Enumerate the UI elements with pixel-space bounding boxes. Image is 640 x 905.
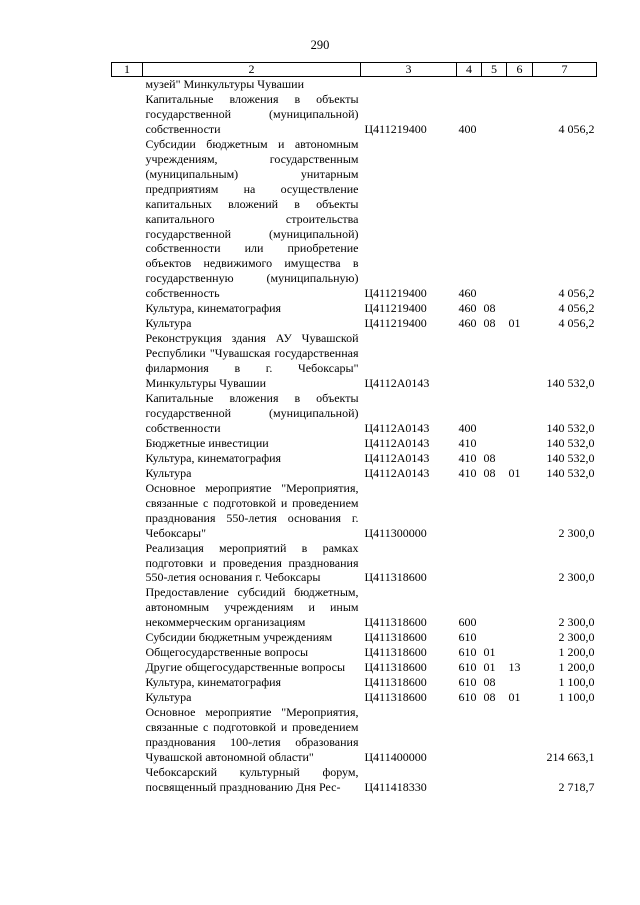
row-number-cell xyxy=(112,765,143,795)
row-subsection-cell xyxy=(507,675,533,690)
row-expense-type-cell: 410 xyxy=(458,465,477,480)
table-row xyxy=(112,645,597,660)
row-code-cell: Ц4112А0143 xyxy=(364,376,430,391)
table-row xyxy=(112,436,597,451)
row-code-cell: Ц4112А0143 xyxy=(364,465,430,480)
row-amount-cell: 2 300,0 xyxy=(558,615,595,630)
row-subsection-cell xyxy=(507,301,533,316)
row-subsection-cell: 01 xyxy=(508,316,521,331)
row-amount-cell: 4 056,2 xyxy=(558,121,595,136)
header-cell: 5 xyxy=(482,63,507,77)
row-amount-cell: 140 532,0 xyxy=(546,376,595,391)
row-section-cell xyxy=(482,436,507,451)
table-row xyxy=(112,301,597,316)
row-code-cell: Ц411219400 xyxy=(364,286,427,301)
row-section-cell xyxy=(482,391,507,436)
row-amount-cell: 4 056,2 xyxy=(558,301,595,316)
row-number-cell xyxy=(112,585,143,630)
row-expense-type-cell xyxy=(457,541,482,586)
row-number-cell xyxy=(112,660,143,675)
table-row xyxy=(112,705,597,765)
row-expense-type-cell: 610 xyxy=(458,675,477,690)
row-number-cell xyxy=(112,466,143,481)
row-section-cell xyxy=(482,92,507,137)
row-amount-cell: 2 300,0 xyxy=(558,630,595,645)
row-expense-type-cell: 460 xyxy=(458,286,477,301)
table-row xyxy=(112,660,597,675)
row-amount-cell: 140 532,0 xyxy=(546,450,595,465)
row-amount-cell: 214 663,1 xyxy=(546,749,595,764)
row-code-cell: Ц4112А0143 xyxy=(364,450,430,465)
row-number-cell xyxy=(112,705,143,765)
row-expense-type-cell: 610 xyxy=(458,660,477,675)
row-expense-type-cell: 400 xyxy=(458,121,477,136)
row-section-cell: 01 xyxy=(483,645,496,660)
row-number-cell xyxy=(112,645,143,660)
row-subsection-cell xyxy=(507,645,533,660)
row-subsection-cell xyxy=(507,391,533,436)
row-number-cell xyxy=(112,451,143,466)
row-subsection-cell xyxy=(507,137,533,301)
row-code-cell: Ц411318600 xyxy=(364,630,427,645)
header-row xyxy=(112,63,597,77)
row-section-cell xyxy=(482,705,507,765)
header-cell: 6 xyxy=(507,63,533,77)
table-row xyxy=(112,765,597,795)
row-name-cell: Субсидии бюджетным и автономным учреждениям, государственным (муниципальным) унитарным предприятиям на осуществление капитальных вложений в объекты капитального строительства государственной (муниципальной) собственности или приобретение объектов недвижимого имущества в государственную (муниципальную) собственность xyxy=(145,136,359,301)
row-name-cell: Основное мероприятие "Мероприятия, связанные с подготовкой и проведением празднования 550-летия основания г. Чебоксары" xyxy=(145,480,359,540)
row-expense-type-cell xyxy=(457,481,482,541)
table-row xyxy=(112,77,597,92)
row-expense-type-cell: 600 xyxy=(458,615,477,630)
row-expense-type-cell xyxy=(457,77,482,92)
row-number-cell xyxy=(112,391,143,436)
row-code-cell: Ц411318600 xyxy=(364,675,427,690)
row-name-cell: Капитальные вложения в объекты государственной (муниципальной) собственности xyxy=(145,91,359,136)
row-code-cell: Ц411219400 xyxy=(364,301,427,316)
row-name-cell: Основное мероприятие "Мероприятия, связанные с подготовкой и проведением празднования 100-летия образования Чувашской автономной области" xyxy=(145,705,359,764)
table-row xyxy=(112,466,597,481)
row-code-cell: Ц411318600 xyxy=(364,660,427,675)
row-subsection-cell xyxy=(507,630,533,645)
row-name-cell: Культура xyxy=(145,316,192,331)
row-section-cell xyxy=(482,137,507,301)
budget-table xyxy=(111,62,597,795)
page-number: 290 xyxy=(310,38,330,52)
row-code-cell: Ц4112А0143 xyxy=(364,435,430,450)
row-expense-type-cell xyxy=(457,331,482,391)
row-subsection-cell xyxy=(507,92,533,137)
table-row xyxy=(112,92,597,137)
row-code-cell: Ц411318600 xyxy=(364,615,427,630)
row-expense-type-cell: 610 xyxy=(458,645,477,660)
row-number-cell xyxy=(112,481,143,541)
row-code-cell: Ц411219400 xyxy=(364,316,427,331)
row-subsection-cell: 01 xyxy=(508,465,521,480)
row-section-cell: 08 xyxy=(483,301,496,316)
table-row xyxy=(112,137,597,301)
row-number-cell xyxy=(112,301,143,316)
row-amount-cell: 2 300,0 xyxy=(558,570,595,585)
row-section-cell xyxy=(482,585,507,630)
table-row xyxy=(112,675,597,690)
row-section-cell xyxy=(482,331,507,391)
row-name-cell: Субсидии бюджетным учреждениям xyxy=(145,630,333,645)
row-code-cell: Ц411318600 xyxy=(364,570,427,585)
row-name-cell: Чебоксарский культурный форум, посвященный празднованию Дня Рес- xyxy=(145,764,359,794)
header-cell: 3 xyxy=(361,63,457,77)
row-amount-cell xyxy=(533,77,597,92)
table-row xyxy=(112,316,597,331)
row-number-cell xyxy=(112,316,143,331)
row-number-cell xyxy=(112,541,143,586)
row-amount-cell: 140 532,0 xyxy=(546,420,595,435)
row-name-cell: Культура, кинематография xyxy=(145,450,282,465)
row-number-cell xyxy=(112,675,143,690)
row-number-cell xyxy=(112,137,143,301)
row-number-cell xyxy=(112,436,143,451)
header-cell: 2 xyxy=(143,63,361,77)
row-section-cell: 01 xyxy=(483,660,496,675)
row-expense-type-cell: 610 xyxy=(458,690,477,705)
row-expense-type-cell xyxy=(457,765,482,795)
row-section-cell xyxy=(482,77,507,92)
row-subsection-cell: 01 xyxy=(508,690,521,705)
row-code-cell: Ц411318600 xyxy=(364,690,427,705)
header-cell: 4 xyxy=(457,63,482,77)
row-expense-type-cell: 460 xyxy=(458,316,477,331)
row-amount-cell: 1 200,0 xyxy=(558,645,595,660)
row-amount-cell: 1 100,0 xyxy=(558,675,595,690)
row-subsection-cell: 13 xyxy=(508,660,521,675)
row-name-cell: Культура xyxy=(145,690,192,705)
row-subsection-cell xyxy=(507,451,533,466)
row-amount-cell: 2 300,0 xyxy=(558,525,595,540)
table-row xyxy=(112,451,597,466)
table-row xyxy=(112,331,597,391)
row-amount-cell: 140 532,0 xyxy=(546,465,595,480)
row-expense-type-cell: 410 xyxy=(458,450,477,465)
row-subsection-cell xyxy=(507,481,533,541)
row-section-cell xyxy=(482,541,507,586)
row-name-cell: Предоставление субсидий бюджетным, автономным учреждениям и иным некоммерческим организациям xyxy=(145,585,359,630)
row-code-cell: Ц411418330 xyxy=(364,779,427,794)
table-row xyxy=(112,690,597,705)
row-amount-cell: 1 100,0 xyxy=(558,690,595,705)
row-name-cell: Культура, кинематография xyxy=(145,675,282,690)
row-subsection-cell xyxy=(507,705,533,765)
row-amount-cell: 140 532,0 xyxy=(546,435,595,450)
row-name-cell: Общегосударственные вопросы xyxy=(145,645,309,660)
row-code-cell: Ц411219400 xyxy=(364,121,427,136)
row-name-cell: музей" Минкультуры Чувашии xyxy=(145,77,304,91)
row-name-cell: Бюджетные инвестиции xyxy=(145,435,269,450)
row-expense-type-cell: 410 xyxy=(458,435,477,450)
row-code-cell xyxy=(361,77,457,92)
row-amount-cell: 4 056,2 xyxy=(558,316,595,331)
table-row xyxy=(112,541,597,586)
row-name-cell: Капитальные вложения в объекты государственной (муниципальной) собственности xyxy=(145,391,359,435)
row-subsection-cell xyxy=(507,765,533,795)
row-section-cell: 08 xyxy=(483,450,496,465)
row-number-cell xyxy=(112,77,143,92)
row-section-cell: 08 xyxy=(483,465,496,480)
row-code-cell: Ц411400000 xyxy=(364,749,427,764)
row-subsection-cell xyxy=(507,585,533,630)
row-number-cell xyxy=(112,630,143,645)
row-code-cell: Ц4112А0143 xyxy=(364,420,430,435)
row-section-cell: 08 xyxy=(483,316,496,331)
row-number-cell xyxy=(112,92,143,137)
header-cell: 1 xyxy=(112,63,143,77)
row-subsection-cell xyxy=(507,541,533,586)
row-section-cell xyxy=(482,481,507,541)
row-name-cell: Реконструкция здания АУ Чувашской Республики "Чувашская государственная филармония в г. Чебоксары" Минкультуры Чувашии xyxy=(145,331,359,391)
row-subsection-cell xyxy=(507,436,533,451)
row-section-cell xyxy=(482,765,507,795)
row-amount-cell: 1 200,0 xyxy=(558,660,595,675)
table-row xyxy=(112,630,597,645)
row-name-cell: Другие общегосударственные вопросы xyxy=(145,660,346,675)
row-expense-type-cell: 400 xyxy=(458,420,477,435)
row-expense-type-cell: 610 xyxy=(458,630,477,645)
row-name-cell: Культура, кинематография xyxy=(145,301,282,316)
row-expense-type-cell xyxy=(457,705,482,765)
row-code-cell: Ц411318600 xyxy=(364,645,427,660)
row-section-cell: 08 xyxy=(483,690,496,705)
row-section-cell xyxy=(482,630,507,645)
header-cell: 7 xyxy=(533,63,597,77)
row-section-cell: 08 xyxy=(483,675,496,690)
row-code-cell: Ц411300000 xyxy=(364,525,427,540)
row-number-cell xyxy=(112,331,143,391)
row-name-cell: Культура xyxy=(145,465,192,480)
row-expense-type-cell: 460 xyxy=(458,301,477,316)
table-row xyxy=(112,391,597,436)
table-row xyxy=(112,585,597,630)
row-amount-cell: 2 718,7 xyxy=(558,779,595,794)
row-name-cell: Реализация мероприятий в рамках подготовки и проведения празднования 550-летия основания г. Чебоксары xyxy=(145,540,359,585)
row-subsection-cell xyxy=(507,331,533,391)
row-subsection-cell xyxy=(507,77,533,92)
row-amount-cell: 4 056,2 xyxy=(558,286,595,301)
row-number-cell xyxy=(112,690,143,705)
table-row xyxy=(112,481,597,541)
